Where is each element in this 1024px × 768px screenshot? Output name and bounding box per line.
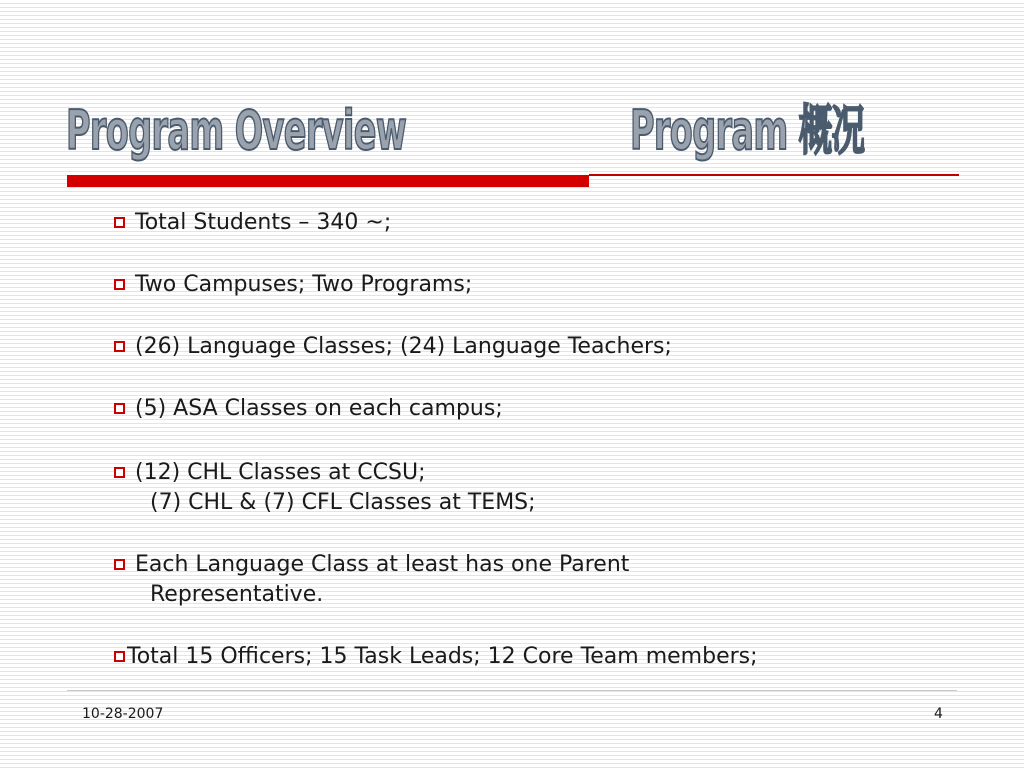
bullet-item [114, 458, 536, 518]
bullet-text: (12) CHL Classes at CCSU; [135, 460, 426, 485]
page-number: 4 [934, 706, 943, 722]
bullet-text: (5) ASA Classes on each campus; [135, 396, 503, 421]
slide-title-chinese: Program 概况 [630, 99, 865, 162]
square-bullet-icon [114, 341, 125, 352]
bullet-text: (26) Language Classes; (24) Language Teachers; [135, 334, 672, 359]
bullet-text: Each Language Class at least has one Parent [135, 552, 630, 577]
bullet-text: Total Students – 340 ~; [135, 210, 392, 235]
bullet-item [114, 334, 672, 359]
square-bullet-icon [114, 651, 125, 662]
bullet-item [114, 550, 629, 610]
slide-title: Program Overview [66, 99, 407, 162]
square-bullet-icon [114, 467, 125, 478]
bullet-text: Two Campuses; Two Programs; [135, 272, 473, 297]
bullet-text: Total 15 Officers; 15 Task Leads; 12 Core Team members; [127, 644, 758, 669]
bullet-item [114, 272, 472, 297]
square-bullet-icon [114, 559, 125, 570]
bullet-item [114, 644, 758, 669]
footer-date: 10-28-2007 [82, 706, 164, 722]
bullet-item [114, 396, 503, 421]
bullet-item [114, 210, 391, 235]
bullet-continuation-text: Representative. [150, 582, 324, 607]
square-bullet-icon [114, 279, 125, 290]
square-bullet-icon [114, 217, 125, 228]
bullet-continuation-text: (7) CHL & (7) CFL Classes at TEMS; [150, 490, 536, 515]
title-underline-bar [67, 175, 589, 187]
title-row [0, 98, 1024, 170]
title-underline-rule [589, 174, 959, 176]
square-bullet-icon [114, 403, 125, 414]
footer-divider [67, 690, 957, 691]
